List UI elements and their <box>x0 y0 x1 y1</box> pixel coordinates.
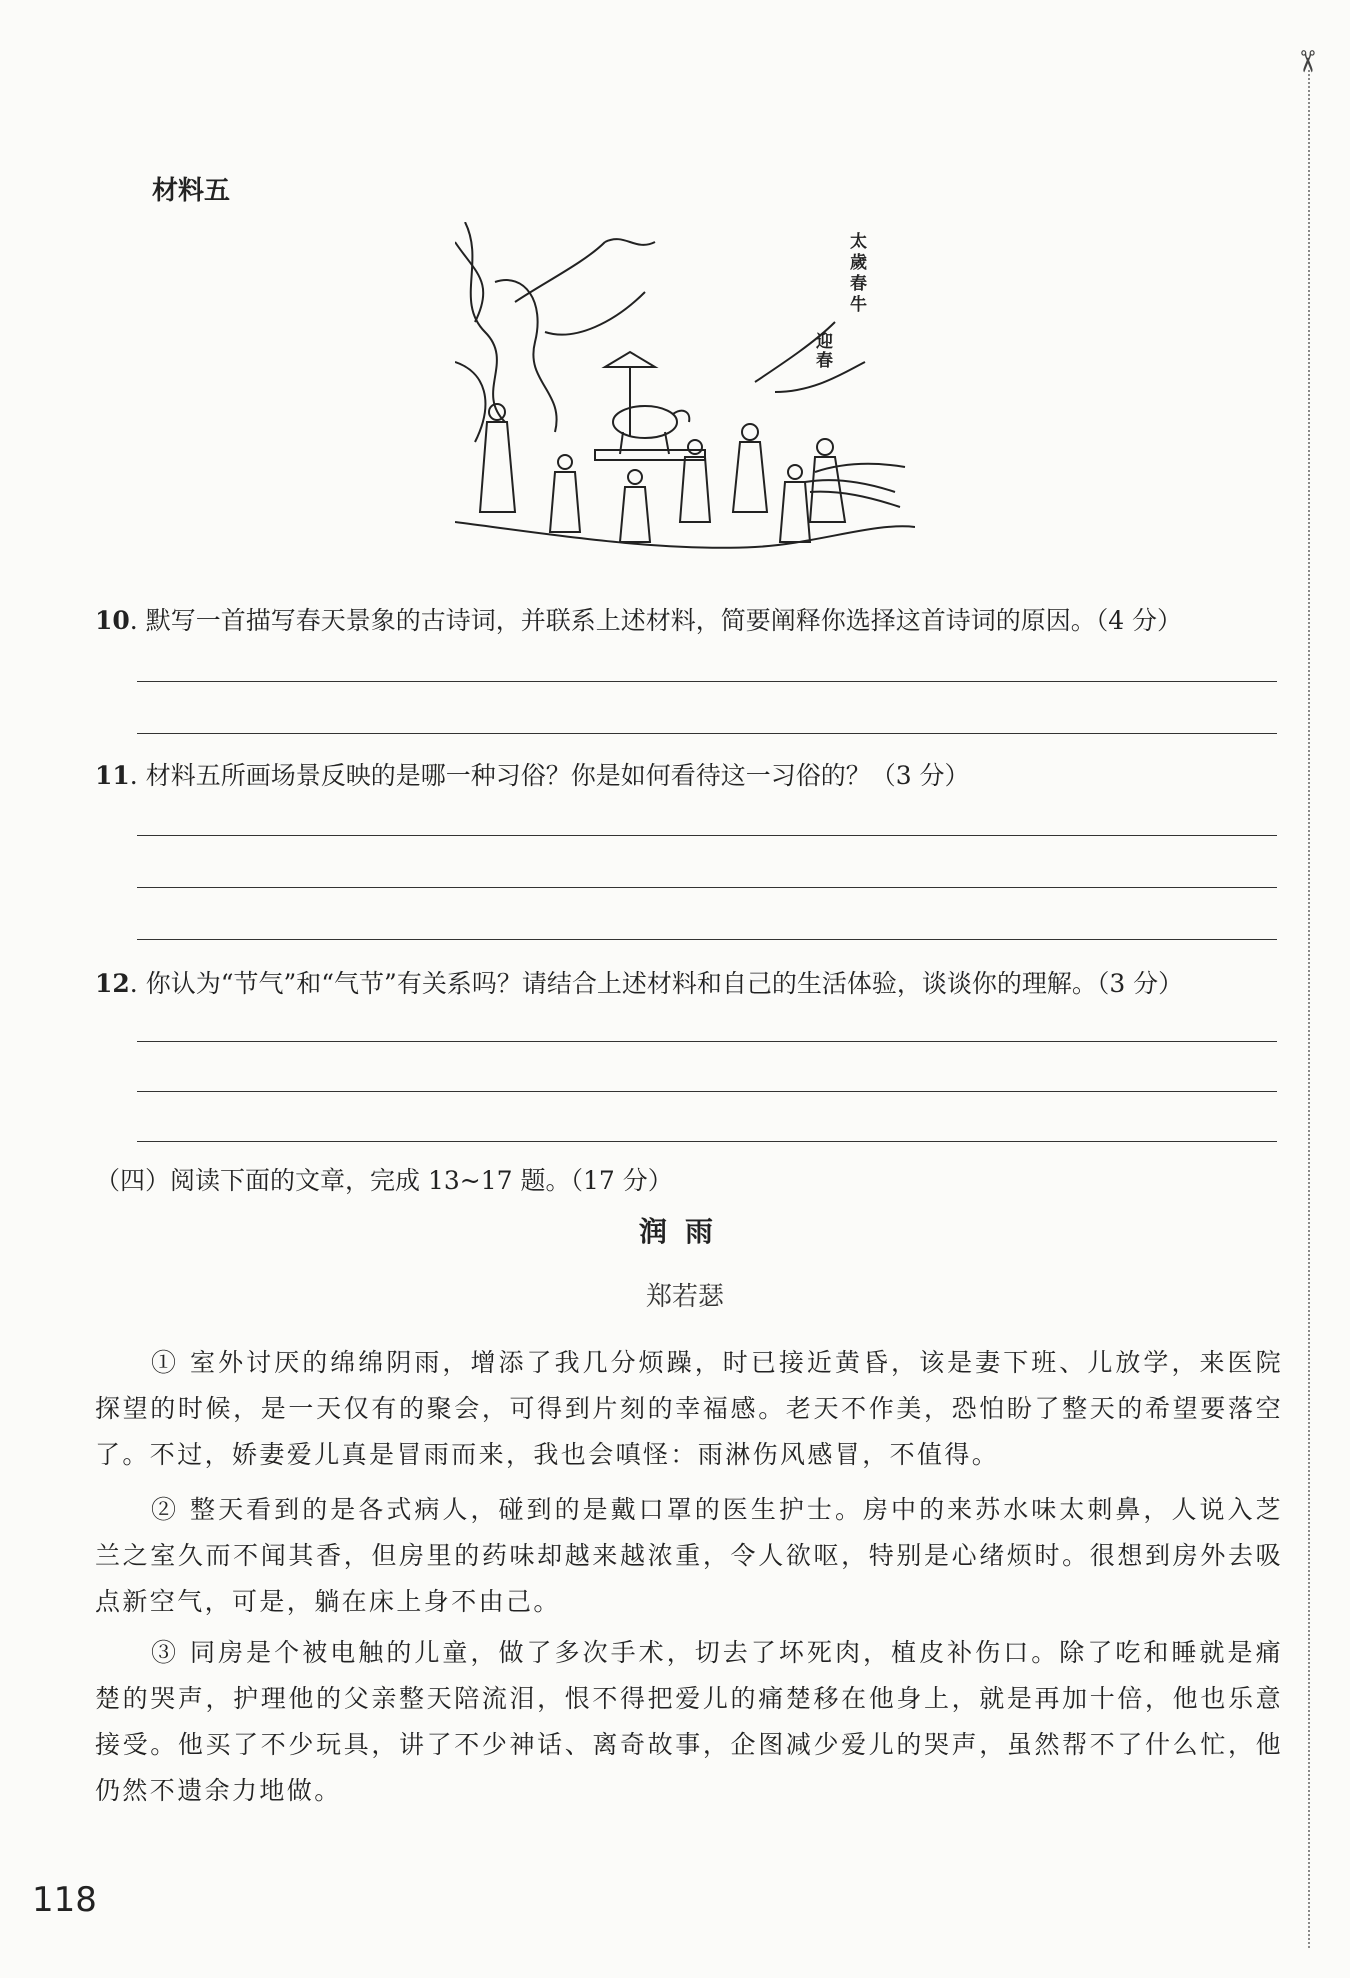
answer-line[interactable] <box>137 939 1277 940</box>
part-heading: （四）阅读下面的文章，完成 13~17 题。（17 分） <box>95 1166 673 1195</box>
illustration-caption <box>812 232 880 382</box>
cut-line <box>1308 70 1310 1948</box>
article-paragraph-1: ① 室外讨厌的绵绵阴雨，增添了我几分烦躁，时已接近黄昏，该是妻下班、儿放学，来医院探望的时候，是一天仅有的聚会，可得到片刻的幸福感。老天不作美，恐怕盼了整天的希望要落空了。不过，娇妻爱儿真是冒雨而来，我也会嗔怪：雨淋伤风感冒，不值得。 <box>95 1348 1283 1469</box>
question-12 <box>95 966 1285 1002</box>
question-10 <box>95 603 1285 639</box>
caption-column-1: 太歲春牛 <box>846 232 866 316</box>
article-author: 郑若瑟 <box>645 1282 724 1312</box>
answer-line[interactable] <box>137 835 1277 836</box>
section-label: 材料五 <box>152 176 231 206</box>
page-number: 118 <box>32 1880 97 1920</box>
article-title: 润雨 <box>638 1215 731 1248</box>
question-text: . 材料五所画场景反映的是哪一种习俗？你是如何看待这一习俗的？（3 分） <box>129 761 970 790</box>
scissors-icon: ✂ <box>1289 48 1325 75</box>
question-text: . 你认为“节气”和“气节”有关系吗？请结合上述材料和自己的生活体验，谈谈你的理解。（3 分） <box>129 969 1184 998</box>
answer-line[interactable] <box>137 1141 1277 1142</box>
answer-line[interactable] <box>137 1041 1277 1042</box>
answer-line[interactable] <box>137 733 1277 734</box>
answer-line[interactable] <box>137 1091 1277 1092</box>
question-text: . 默写一首描写春天景象的古诗词，并联系上述材料，简要阐释你选择这首诗词的原因。（4 分） <box>129 606 1183 635</box>
answer-line[interactable] <box>137 681 1277 682</box>
article-paragraph-2: ② 整天看到的是各式病人，碰到的是戴口罩的医生护士。房中的来苏水味太刺鼻，人说入芝兰之室久而不闻其香，但房里的药味却越来越浓重，令人欲呕，特别是心绪烦时。很想到房外去吸点新空气，可是，躺在床上身不由己。 <box>95 1495 1283 1616</box>
article-paragraph-3: ③ 同房是个被电触的儿童，做了多次手术，切去了坏死肉，植皮补伤口。除了吃和睡就是痛楚的哭声，护理他的父亲整天陪流泪，恨不得把爱儿的痛楚移在他身上，就是再加十倍，他也乐意接受。他买了不少玩具，讲了不少神话、离奇故事，企图减少爱儿的哭声，虽然帮不了什么忙，他仍然不遗余力地做。 <box>95 1638 1283 1805</box>
caption-column-2: 迎春 <box>812 332 832 370</box>
answer-line[interactable] <box>137 887 1277 888</box>
question-11 <box>95 758 1285 794</box>
question-number: 10 <box>95 606 130 635</box>
question-number: 11 <box>95 761 130 790</box>
question-number: 12 <box>95 969 130 998</box>
